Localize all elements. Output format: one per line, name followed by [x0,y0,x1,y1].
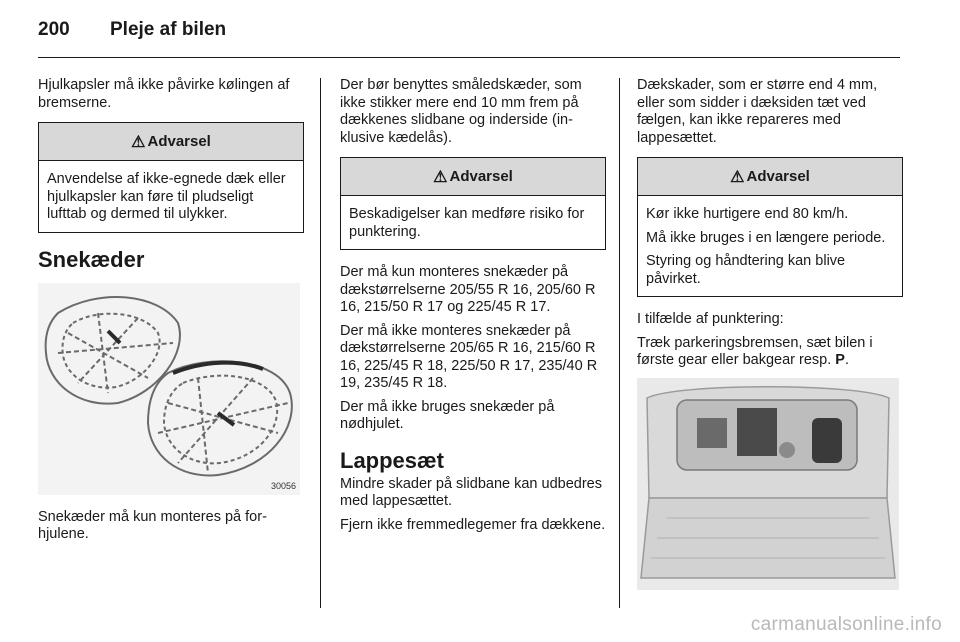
paragraph: Der må kun monteres snekæder på dækstørrelserne 205/55 R 16, 205/60 R 16, 215/50 R 17 og 225/45 R 17. [340,264,596,315]
warning-title: Advarsel [449,168,513,185]
paragraph: Fjern ikke fremmedlegemer fra dækkene. [340,516,606,533]
warning-box [340,157,606,250]
warning-line: Kør ikke hurtigere end 80 km/h. [646,206,849,222]
page-header [38,19,226,49]
warning-body [638,196,902,296]
section-heading: Lappesæt [340,447,444,473]
warning-triangle-icon: ⚠ [433,168,448,186]
warning-body [341,196,605,249]
warning-box [637,157,903,297]
paragraph-text: Træk parkeringsbremsen, sæt bilen i første gear eller bakgear resp. [637,334,873,368]
warning-header [341,158,605,196]
warning-body [39,161,303,232]
warning-triangle-icon: ⚠ [730,168,745,186]
warning-header [638,158,902,196]
trunk-drawing [637,378,899,590]
page-number: 200 [38,19,70,40]
trunk-repair-kit-illustration [637,378,899,590]
column-1 [38,77,304,550]
paragraph [637,335,903,370]
gear-label: P [835,352,845,368]
page-title: Pleje af bilen [110,19,227,40]
warning-title: Advarsel [746,168,810,185]
warning-text: Beskadigelser kan medføre risiko for punktering. [349,206,585,240]
paragraph-end: . [844,352,849,368]
snow-chains-drawing [38,283,300,495]
header-rule [38,57,900,58]
warning-triangle-icon: ⚠ [131,133,146,151]
column-divider [320,78,321,608]
paragraph: Der må ikke monteres snekæder på dækstørrelserne 205/65 R 16, 215/60 R 16, 225/45 R 18, 225/50 R 17, 235/40 R 19, 235/45 R 18. [340,322,598,391]
column-divider [619,78,620,608]
warning-line: Styring og håndtering kan blive påvirket. [646,253,846,287]
paragraph: I tilfælde af punktering: [637,311,784,327]
warning-line: Må ikke bruges i en længere periode. [646,229,886,246]
column-2 [340,77,606,540]
column-3 [637,77,903,590]
paragraph: Dækskader, som er større end 4 mm, eller som sidder i dæksiden tæt ved fælgen, kan ikke repareres med lappesættet. [637,77,878,146]
paragraph: Mindre skader på slidbane kan udbedres med lappesættet. [340,475,602,509]
watermark: carmanualsonline.info [750,614,942,635]
warning-box [38,122,304,233]
warning-title: Advarsel [147,133,211,150]
warning-text: Anvendelse af ikke-egnede dæk eller hjulkapsler kan føre til pludseligt lufttab og dermed til ulykker. [47,171,286,222]
warning-header [39,123,303,161]
section-heading: Snekæder [38,246,145,272]
figure-code: 30056 [270,480,296,491]
paragraph: Hjulkapsler må ikke påvirke kølingen af bremserne. [38,77,290,111]
paragraph: Der må ikke bruges snekæder på nødhjulet. [340,398,555,432]
paragraph: Der bør benyttes småledskæder, som ikke stikker mere end 10 mm frem på dækkenes slidbane og inderside (inklusive kædelås). [340,77,582,146]
snow-chains-illustration [38,283,300,495]
paragraph: Snekæder må kun monteres på forhjulene. [38,508,267,542]
